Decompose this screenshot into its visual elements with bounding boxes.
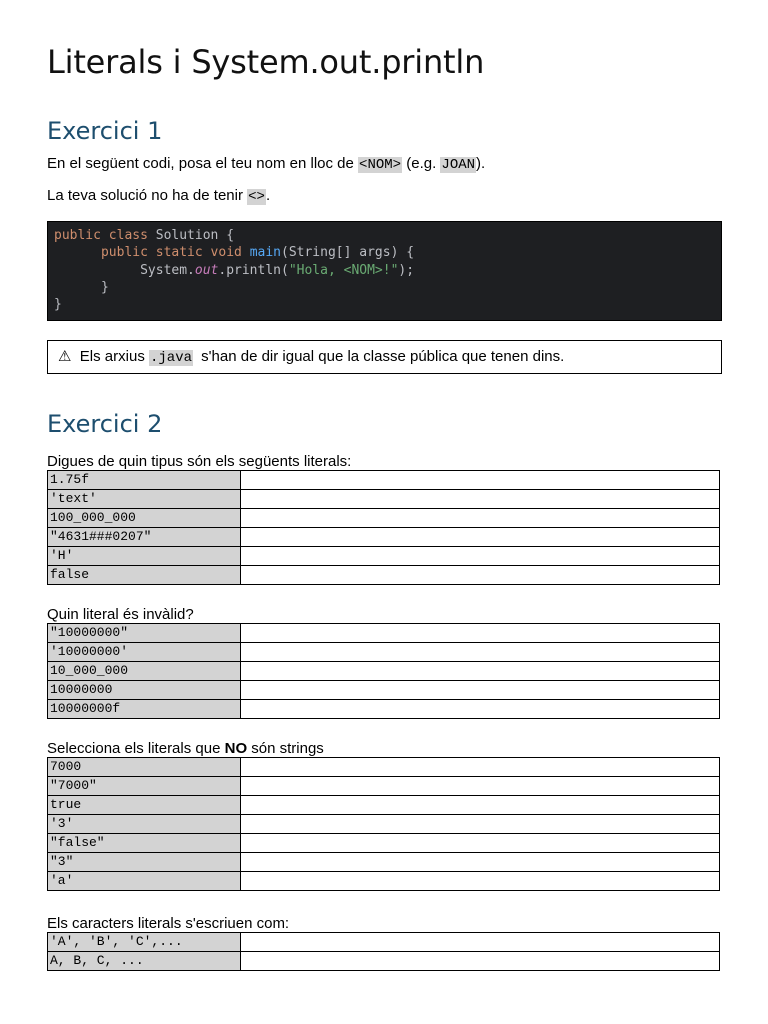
answer-cell[interactable] [241, 777, 720, 796]
answer-cell[interactable] [241, 490, 720, 509]
answer-cell[interactable] [241, 509, 720, 528]
option-literal: "7000" [48, 777, 241, 796]
question4-options [47, 932, 720, 971]
option-literal: "false" [48, 834, 241, 853]
inline-code-java: .java [149, 350, 192, 366]
table-row [48, 547, 720, 566]
answer-cell[interactable] [241, 681, 720, 700]
instruction-text: ). [476, 155, 486, 172]
constraint-text: . [265, 187, 271, 204]
table-row [48, 758, 720, 777]
table-row [48, 834, 720, 853]
table-row [48, 681, 720, 700]
inline-code-brackets: <> [248, 189, 265, 205]
inline-code-nom: <NOM> [359, 157, 402, 173]
table-row [48, 643, 720, 662]
table-row [48, 796, 720, 815]
exercise1-constraint [47, 186, 270, 207]
table-row [48, 471, 720, 490]
answer-cell[interactable] [241, 872, 720, 891]
page-title: Literals i System.out.println [47, 43, 485, 81]
warning-icon: ⚠ [58, 348, 72, 365]
exercise1-heading: Exercici 1 [47, 117, 163, 145]
answer-cell[interactable] [241, 471, 720, 490]
question2-options [47, 623, 720, 719]
option-literal: 10000000 [48, 681, 241, 700]
option-literal: 10_000_000 [48, 662, 241, 681]
exercise2-heading: Exercici 2 [47, 410, 163, 438]
question1-label: Digues de quin tipus són els següents literals: [47, 453, 352, 470]
code-keyword: public static void [100, 245, 242, 261]
option-literal: "3" [48, 853, 241, 872]
table-row [48, 933, 720, 952]
answer-cell[interactable] [241, 700, 720, 719]
question3-text: Selecciona els literals que [47, 740, 225, 757]
code-text: .println( [218, 262, 289, 278]
table-row [48, 872, 720, 891]
code-keyword: public class [54, 228, 148, 243]
code-text: Solution { [147, 228, 235, 243]
option-literal: '10000000' [48, 643, 241, 662]
table-row [48, 528, 720, 547]
option-literal: "10000000" [48, 624, 241, 643]
option-literal: 'A', 'B', 'C',... [48, 933, 241, 952]
code-text: (String[] args) { [281, 245, 415, 261]
option-literal: 'a' [48, 872, 241, 891]
question3-options [47, 757, 720, 891]
code-static-field: out [194, 262, 219, 278]
answer-cell[interactable] [241, 566, 720, 585]
answer-cell[interactable] [241, 952, 720, 971]
option-literal: 'text' [48, 490, 241, 509]
table-row [48, 853, 720, 872]
option-literal: 100_000_000 [48, 509, 241, 528]
option-literal: 1.75f [48, 471, 241, 490]
answer-cell[interactable] [241, 662, 720, 681]
note-text: Els arxius [79, 348, 149, 365]
answer-cell[interactable] [241, 547, 720, 566]
question4-label: Els caracters literals s'escriuen com: [47, 915, 290, 932]
option-literal: false [48, 566, 241, 585]
question1-options [47, 470, 720, 585]
code-text: ); [398, 262, 415, 278]
code-brace: } [100, 279, 109, 295]
table-row [48, 662, 720, 681]
table-row [48, 490, 720, 509]
question2-label: Quin literal és invàlid? [47, 606, 194, 623]
code-block [47, 221, 722, 321]
constraint-text: La teva solució no ha de tenir [47, 187, 248, 204]
option-literal: A, B, C, ... [48, 952, 241, 971]
option-literal: 10000000f [48, 700, 241, 719]
question3-text: són strings [247, 740, 324, 757]
option-literal: true [48, 796, 241, 815]
answer-cell[interactable] [241, 853, 720, 872]
code-text: System. [140, 262, 195, 278]
answer-cell[interactable] [241, 624, 720, 643]
table-row [48, 509, 720, 528]
instruction-text: En el següent codi, posa el teu nom en lloc de [47, 155, 359, 172]
table-row [48, 624, 720, 643]
table-row [48, 952, 720, 971]
table-row [48, 777, 720, 796]
table-row [48, 566, 720, 585]
question3-label [47, 740, 324, 757]
answer-cell[interactable] [241, 815, 720, 834]
answer-cell[interactable] [241, 758, 720, 777]
note-text: s'han de dir igual que la classe pública que tenen dins. [197, 348, 565, 365]
option-literal: 7000 [48, 758, 241, 777]
answer-cell[interactable] [241, 796, 720, 815]
warning-note [47, 340, 722, 374]
question3-emphasis: NO [224, 740, 248, 757]
option-literal: "4631###0207" [48, 528, 241, 547]
option-literal: '3' [48, 815, 241, 834]
option-literal: 'H' [48, 547, 241, 566]
answer-cell[interactable] [241, 834, 720, 853]
code-brace: } [54, 297, 62, 313]
answer-cell[interactable] [241, 643, 720, 662]
exercise1-instruction [47, 154, 485, 175]
instruction-text: (e.g. [402, 155, 441, 172]
table-row [48, 700, 720, 719]
answer-cell[interactable] [241, 933, 720, 952]
inline-code-joan: JOAN [441, 157, 476, 173]
code-method-name: main [249, 245, 281, 261]
answer-cell[interactable] [241, 528, 720, 547]
code-string: "Hola, <NOM>!" [288, 262, 399, 278]
table-row [48, 815, 720, 834]
